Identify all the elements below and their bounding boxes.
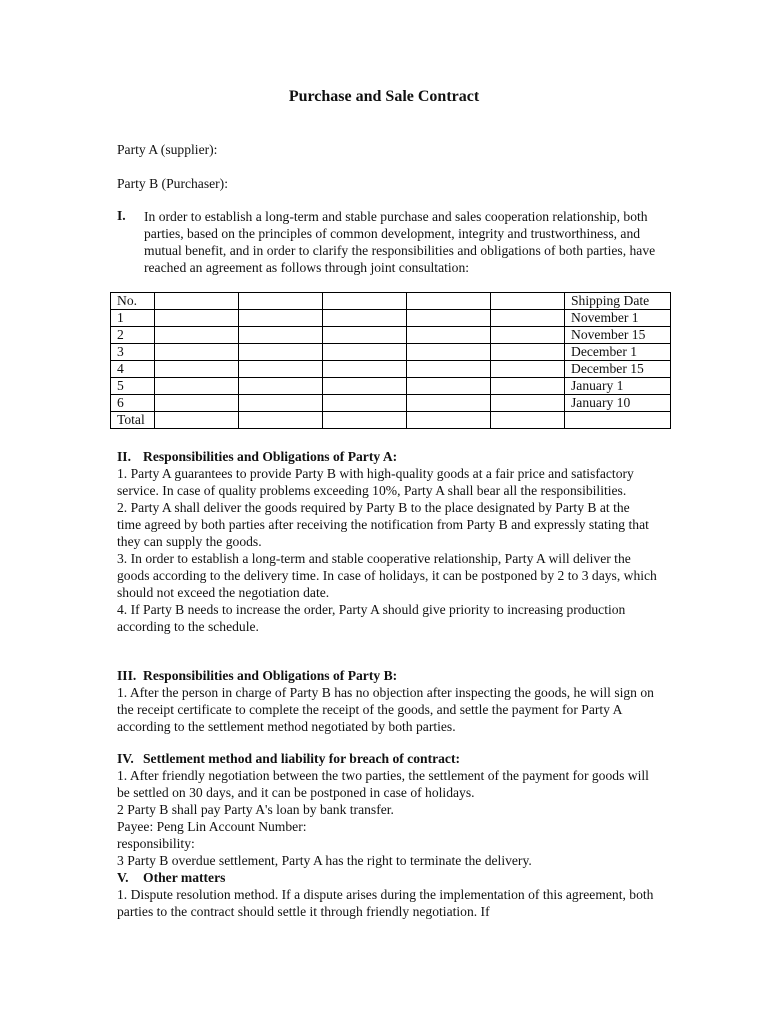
section-3 bbox=[117, 667, 657, 735]
table-header-cell bbox=[491, 293, 565, 310]
table-cell bbox=[491, 412, 565, 429]
table-cell bbox=[239, 412, 323, 429]
table-cell bbox=[155, 378, 239, 395]
table-cell bbox=[491, 310, 565, 327]
table-cell bbox=[407, 344, 491, 361]
table-cell bbox=[239, 310, 323, 327]
table-cell: 1 bbox=[111, 310, 155, 327]
section-4-item: 3 Party B overdue settlement, Party A has the right to terminate the delivery. bbox=[117, 853, 532, 868]
table-cell: Total bbox=[111, 412, 155, 429]
table-row bbox=[111, 378, 671, 395]
section-5-title: Other matters bbox=[143, 870, 226, 885]
table-header-cell bbox=[407, 293, 491, 310]
section-4 bbox=[117, 750, 657, 920]
table-cell bbox=[323, 327, 407, 344]
section-5-item: 1. Dispute resolution method. If a dispute arises during the implementation of this agreement, both parties to the contract should settle it through friendly negotiation. If bbox=[117, 887, 654, 919]
table-cell bbox=[565, 412, 671, 429]
table-header-cell bbox=[155, 293, 239, 310]
section-2-item: 2. Party A shall deliver the goods required by Party B to the place designated by Party B at the time agreed by both parties after receiving the notification from Party B and expressly stating that they can supply the goods. bbox=[117, 500, 649, 549]
section-4-number: IV. bbox=[117, 751, 134, 766]
table-cell: December 1 bbox=[565, 344, 671, 361]
table-cell: 2 bbox=[111, 327, 155, 344]
table-row bbox=[111, 310, 671, 327]
table-cell: 5 bbox=[111, 378, 155, 395]
table-cell bbox=[323, 361, 407, 378]
document-title: Purchase and Sale Contract bbox=[288, 88, 480, 105]
table-cell bbox=[239, 395, 323, 412]
table-cell bbox=[491, 327, 565, 344]
section-4-item: Payee: Peng Lin Account Number: bbox=[117, 819, 307, 834]
section-4-title: Settlement method and liability for breach of contract: bbox=[143, 751, 461, 766]
table-cell: 6 bbox=[111, 395, 155, 412]
section-4-item: responsibility: bbox=[117, 836, 195, 851]
section-1-text: In order to establish a long-term and stable purchase and sales cooperation relationship, both parties, based on the principles of common development, integrity and trustworthiness, and mutual benefit, and in order to clarify the responsibilities and obligations of both parties, have reached an agreement as follows through joint consultation: bbox=[144, 209, 656, 275]
party-b-line: Party B (Purchaser): bbox=[117, 176, 228, 191]
table-cell bbox=[407, 412, 491, 429]
table-header-cell bbox=[239, 293, 323, 310]
section-4-item: 1. After friendly negotiation between the two parties, the settlement of the payment for goods will be settled on 30 days, and it can be postponed in case of holidays. bbox=[117, 768, 649, 800]
table-cell bbox=[155, 361, 239, 378]
section-2-item: 1. Party A guarantees to provide Party B with high-quality goods at a fair price and satisfactory service. In case of quality problems exceeding 10%, Party A shall bear all the responsibilities. bbox=[117, 466, 634, 498]
table-cell bbox=[155, 344, 239, 361]
table-cell: 4 bbox=[111, 361, 155, 378]
section-5-number: V. bbox=[117, 870, 129, 885]
section-2-heading bbox=[117, 448, 657, 465]
table-cell: January 10 bbox=[565, 395, 671, 412]
section-3-heading bbox=[117, 667, 657, 684]
table-cell bbox=[491, 344, 565, 361]
table-cell bbox=[407, 310, 491, 327]
table-cell bbox=[407, 327, 491, 344]
table-cell bbox=[239, 361, 323, 378]
table-cell bbox=[155, 412, 239, 429]
table-cell bbox=[155, 327, 239, 344]
table-row bbox=[111, 327, 671, 344]
section-2-number: II. bbox=[117, 449, 131, 464]
table-cell: November 1 bbox=[565, 310, 671, 327]
table-total-row bbox=[111, 412, 671, 429]
section-4-heading bbox=[117, 750, 657, 767]
table-cell: November 15 bbox=[565, 327, 671, 344]
table-cell bbox=[239, 327, 323, 344]
table-cell bbox=[323, 412, 407, 429]
table-row bbox=[111, 395, 671, 412]
table-header-cell bbox=[323, 293, 407, 310]
table-cell bbox=[407, 378, 491, 395]
section-2-item: 4. If Party B needs to increase the order, Party A should give priority to increasing production according to the schedule. bbox=[117, 602, 626, 634]
table-cell: January 1 bbox=[565, 378, 671, 395]
table-header-cell: No. bbox=[111, 293, 155, 310]
section-3-item: 1. After the person in charge of Party B has no objection after inspecting the goods, he will sign on the receipt certificate to complete the receipt of the goods, and settle the payment for Party A according to the settlement method negotiated by both parties. bbox=[117, 685, 654, 734]
table-cell bbox=[239, 344, 323, 361]
table-row bbox=[111, 361, 671, 378]
table-cell bbox=[155, 310, 239, 327]
table-cell bbox=[407, 361, 491, 378]
table-cell bbox=[323, 395, 407, 412]
table-cell bbox=[407, 395, 491, 412]
section-2 bbox=[117, 448, 657, 635]
party-a-line: Party A (supplier): bbox=[117, 142, 218, 157]
section-1-number: I. bbox=[117, 208, 126, 223]
table-row bbox=[111, 344, 671, 361]
table-cell bbox=[323, 378, 407, 395]
table-cell bbox=[239, 378, 323, 395]
section-2-title: Responsibilities and Obligations of Party A: bbox=[143, 449, 398, 464]
table-cell bbox=[323, 310, 407, 327]
table-cell bbox=[491, 361, 565, 378]
table-header-cell: Shipping Date bbox=[565, 293, 671, 310]
section-3-number: III. bbox=[117, 668, 137, 683]
shipping-table bbox=[110, 292, 671, 429]
table-cell bbox=[491, 378, 565, 395]
table-cell: December 15 bbox=[565, 361, 671, 378]
section-4-item: 2 Party B shall pay Party A's loan by bank transfer. bbox=[117, 802, 394, 817]
table-cell bbox=[155, 395, 239, 412]
table-cell bbox=[323, 344, 407, 361]
section-3-title: Responsibilities and Obligations of Party B: bbox=[143, 668, 398, 683]
section-2-item: 3. In order to establish a long-term and stable cooperative relationship, Party A will deliver the goods according to the delivery time. In case of holidays, it can be postponed by 2 to 3 days, which should not exceed the negotiation date. bbox=[117, 551, 657, 600]
table-cell: 3 bbox=[111, 344, 155, 361]
table-cell bbox=[491, 395, 565, 412]
section-5-heading bbox=[117, 869, 657, 886]
table-header-row bbox=[111, 293, 671, 310]
